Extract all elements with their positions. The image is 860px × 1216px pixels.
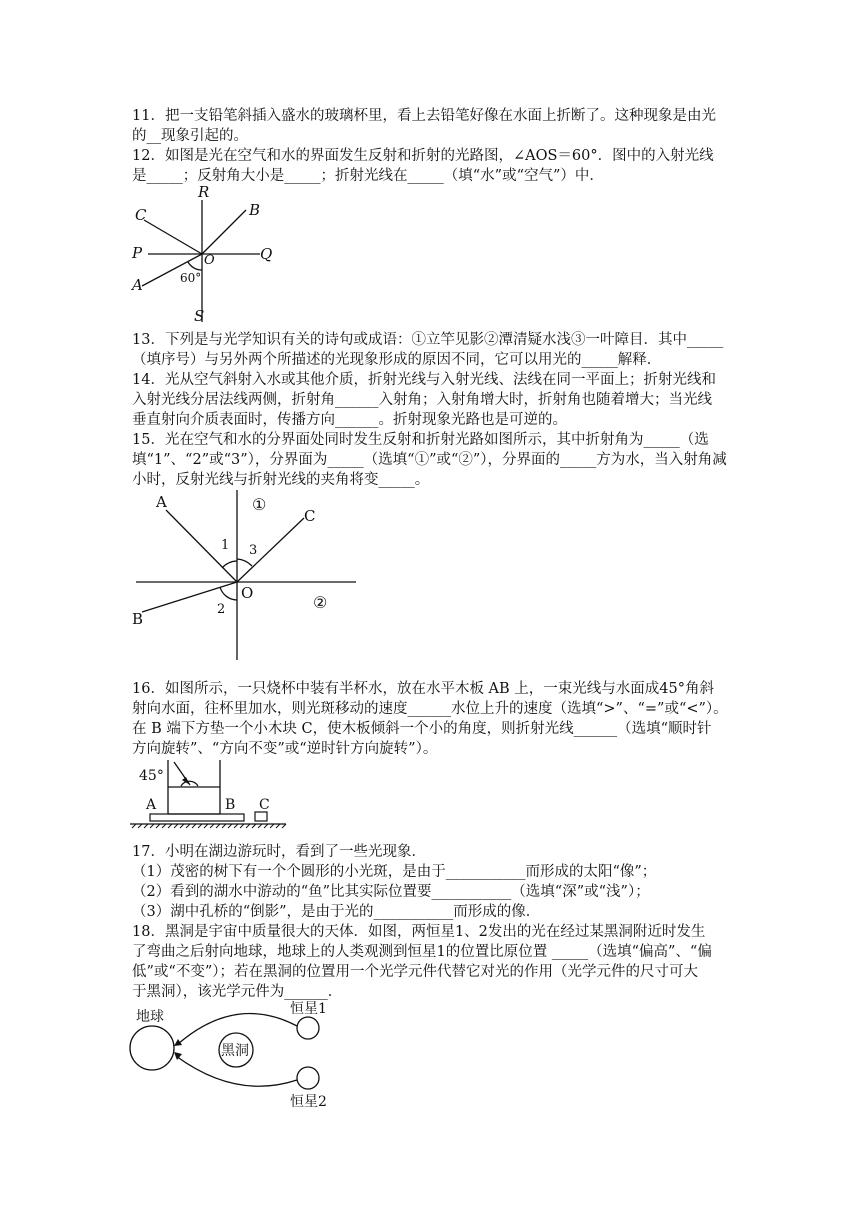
q12-reflection-refraction-diagram [128,183,288,326]
earth-circle [130,1026,174,1070]
q15-line2: 填“1”、“2”或“3”），分界面为_____（选填“①”或“②”），分界面的_____方为水，当入射角减 [132,452,727,468]
q14-line3: 垂直射向介质表面时，传播方向______。折射现象光路也是可逆的。 [132,412,567,428]
angle-2-label: 2 [217,602,226,617]
label-s: S [194,307,205,325]
q18-black-hole-diagram [126,1000,346,1110]
label-c: C [135,206,147,224]
label-black-hole: 黑洞 [221,1043,249,1059]
q15-line1: 15．光在空气和水的分界面处同时发生反射和折射光路如图所示，其中折射角为_____（选 [132,432,709,448]
angle-arc [188,262,202,270]
q13-line1: 13．下列是与光学知识有关的诗句或成语：①立竿见影②潭清疑水浅③一叶障目．其中_____ [132,332,724,348]
ray-oc [237,518,304,582]
label-earth: 地球 [136,1009,164,1025]
label-45: 45° [139,768,164,784]
region-1-label: ① [252,495,267,514]
q15-line3: 小时，反射光线与折射光线的夹角将变_____。 [132,472,430,488]
q14-line1: 14．光从空气斜射入水或其他介质，折射光线与入射光线、法线在同一平面上；折射光线和 [132,372,716,388]
label-b: B [249,201,261,219]
label-b: B [132,610,144,628]
q17-line4: （3）湖中孔桥的“倒影”，是由于光的___________而形成的像． [132,904,541,920]
light-path-star2 [176,1056,297,1086]
angle-1-arc [222,561,237,568]
label-star-2: 恒星2 [290,1094,327,1110]
q16-line2: 射向水面，往杯里加水，则光斑移动的速度______水位上升的速度（选填“>”、“=”或“<”）。 [132,701,728,717]
q13-line2: （填序号）与另外两个所描述的光现象形成的原因不同，它可以用光的_____解释． [132,352,662,368]
q17-line2: （1）茂密的树下有一个个圆形的小光斑，是由于___________而形成的太阳“像”； [132,864,657,880]
label-o: O [204,253,215,268]
angle-2-arc [220,587,237,600]
q16-beaker-diagram [128,752,288,832]
label-q: Q [260,245,273,263]
label-star-1: 恒星1 [290,1001,327,1017]
q18-line4: 于黑洞），该光学元件为______． [132,984,343,1000]
q12-line1: 12．如图是光在空气和水的界面发生反射和折射的光路图，∠AOS＝60°．图中的入射光线 [132,148,714,164]
q17-line3: （2）看到的湖水中游动的“鱼”比其实际位置要___________（选填“深”或“浅”）； [132,884,650,900]
q16-line3: 在 B 端下方垫一个小木块 C，使木板倾斜一个小的角度，则折射光线______（选填“顺时针 [132,721,712,737]
q14-line2: 入射光线分居法线两侧，折射角______入射角；入射角增大时，折射角也随着增大；当光线 [132,392,712,408]
label-b: B [225,797,236,813]
label-c: C [304,507,316,525]
label-a: A [132,276,143,294]
star-1-circle [297,1017,319,1039]
q18-line3: 低”或“不变”）；若在黑洞的位置用一个光学元件代替它对光的作用（光学元件的尺寸可大 [132,964,698,980]
angle-1-label: 1 [221,538,230,553]
q17-line1: 17．小明在湖边游玩时，看到了一些光现象． [132,844,426,860]
region-2-label: ② [313,593,328,612]
label-p: P [132,244,143,262]
star-2-circle [297,1067,319,1089]
q11-line1: 11．把一支铅笔斜插入盛水的玻璃杯里，看上去铅笔好像在水面上折断了。这种现象是由光 [132,108,716,124]
q18-line2: 了弯曲之后射向地球，地球上的人类观测到恒星1的位置比原位置 _____（选填“偏高”、“偏 [132,944,712,960]
label-r: R [198,183,210,201]
q12-line2: 是_____；反射角大小是_____；折射光线在_____（填“水”或“空气”）中． [132,168,604,184]
q16-line4: 方向旋转”、“方向不变”或“逆时针方向旋转”）。 [132,741,438,757]
q11-line2: 的__现象引起的。 [132,128,248,144]
q18-line1: 18．黑洞是宇宙中质量很大的天体．如图，两恒星1、2发出的光在经过某黑洞附近时发生 [132,924,706,940]
label-c: C [259,797,270,813]
angle-3-label: 3 [249,543,258,558]
q16-line1: 16．如图所示，一只烧杯中装有半杯水，放在水平木板 AB 上，一束光线与水面成45°角斜 [132,681,714,697]
light-path-star1 [178,1014,297,1044]
label-o: O [241,584,254,602]
arrow-star1 [174,1039,182,1046]
angle-3-arc [237,559,252,566]
wood-block-c [255,812,267,821]
ray-ob [202,210,246,254]
wooden-board [150,814,244,821]
q15-light-path-diagram [130,488,360,663]
label-angle-60: 60° [180,271,202,285]
label-a: A [156,493,167,511]
ray-co [144,220,202,254]
label-a: A [146,797,157,813]
